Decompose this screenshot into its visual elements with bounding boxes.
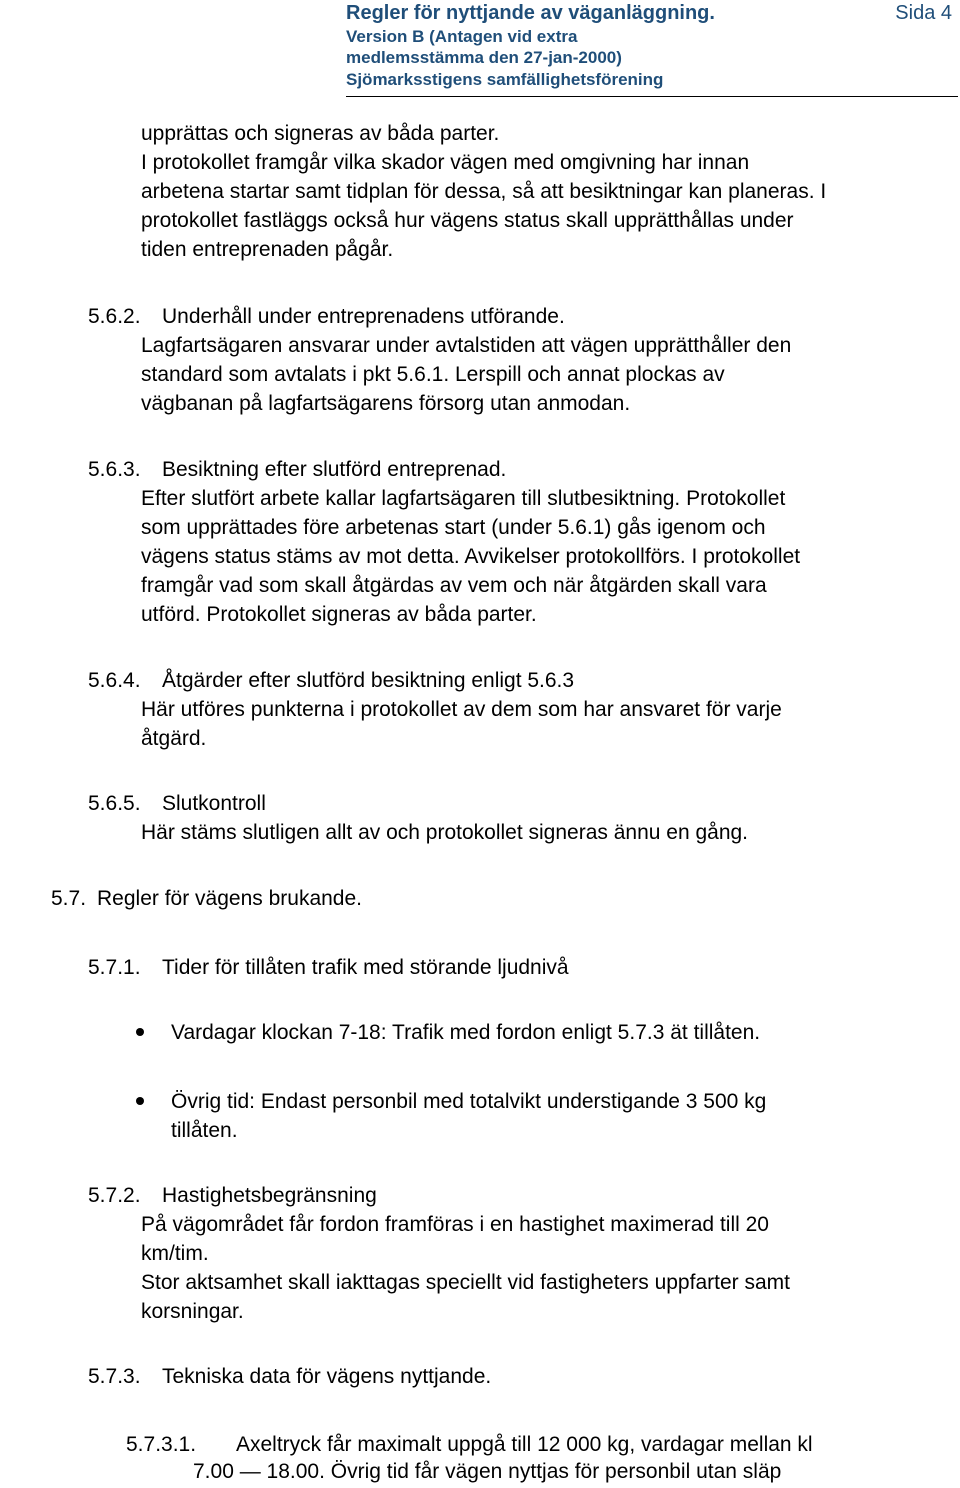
section-line: Här stäms slutligen allt av och protokollet signeras ännu en gång. <box>141 821 749 844</box>
section-title: Slutkontroll <box>162 792 266 815</box>
section-line: Här utföres punkterna i protokollet av dem som har ansvaret för varje <box>141 698 782 721</box>
section-line: som upprättades före arbetenas start (under 5.6.1) gås igenom och <box>141 516 766 539</box>
bullet-text: Övrig tid: Endast personbil med totalvikt understigande 3 500 kg <box>171 1090 767 1113</box>
section-line: standard som avtalats i pkt 5.6.1. Lerspill och annat plockas av <box>141 363 725 386</box>
organization-name: Sjömarksstigens samfällighetsförening <box>346 70 664 89</box>
page-number: Sida 4 <box>895 2 952 24</box>
section-number: 5.7.1. <box>88 956 141 979</box>
section-number: 5.7.3.1. <box>126 1433 197 1456</box>
section-title: Besiktning efter slutförd entreprenad. <box>162 458 507 481</box>
section-line: framgår vad som skall åtgärdas av vem och när åtgärden skall vara <box>141 574 767 597</box>
intro-line: tiden entreprenaden pågår. <box>141 238 394 261</box>
section-line: åtgärd. <box>141 727 207 750</box>
bullet-icon <box>136 1097 144 1105</box>
bullet-text: Vardagar klockan 7-18: Trafik med fordon enligt 5.7.3 ät tillåten. <box>171 1021 761 1044</box>
section-line: km/tim. <box>141 1242 209 1265</box>
section-line: Lagfartsägaren ansvarar under avtalstiden att vägen upprätthåller den <box>141 334 792 357</box>
section-title: Regler för vägens brukande. <box>97 887 362 910</box>
section-number: 5.6.3. <box>88 458 141 481</box>
section-title: Underhåll under entreprenadens utförande. <box>162 305 565 328</box>
section-number: 5.7. <box>51 887 87 910</box>
page-header <box>346 0 958 97</box>
section-line: På vägområdet får fordon framföras i en hastighet maximerad till 20 <box>141 1213 769 1236</box>
section-number: 5.6.2. <box>88 305 141 328</box>
intro-line: I protokollet framgår vilka skador vägen med omgivning har innan <box>141 151 750 174</box>
section-line: 7.00 — 18.00. Övrig tid får vägen nyttjas för personbil utan släp <box>193 1460 782 1483</box>
version-line-2: medlemsstämma den 27-jan-2000) <box>346 48 622 67</box>
section-title: Tider för tillåten trafik med störande ljudnivå <box>162 956 569 979</box>
section-title: Åtgärder efter slutförd besiktning enligt 5.6.3 <box>162 669 575 692</box>
section-number: 5.6.4. <box>88 669 141 692</box>
version-line-1: Version B (Antagen vid extra <box>346 27 578 46</box>
section-line: Stor aktsamhet skall iakttagas speciellt vid fastigheters uppfarter samt <box>141 1271 790 1294</box>
bullet-icon <box>136 1028 144 1036</box>
intro-line: upprättas och signeras av båda parter. <box>141 122 500 145</box>
section-line: vägens status stäms av mot detta. Avvikelser protokollförs. I protokollet <box>141 545 801 568</box>
document-title: Regler för nyttjande av väganläggning. <box>346 2 715 24</box>
bullet-text: tillåten. <box>171 1119 238 1142</box>
intro-line: arbetena startar samt tidplan för dessa, så att besiktningar kan planeras. I <box>141 180 827 203</box>
section-title: Tekniska data för vägens nyttjande. <box>162 1365 492 1388</box>
section-line: Axeltryck får maximalt uppgå till 12 000 kg, vardagar mellan kl <box>236 1433 813 1456</box>
section-line: utförd. Protokollet signeras av båda parter. <box>141 603 537 626</box>
section-line: vägbanan på lagfartsägarens försorg utan anmodan. <box>141 392 631 415</box>
intro-line: protokollet fastläggs också hur vägens status skall upprätthållas under <box>141 209 794 232</box>
section-number: 5.7.3. <box>88 1365 141 1388</box>
section-number: 5.7.2. <box>88 1184 141 1207</box>
section-number: 5.6.5. <box>88 792 141 815</box>
section-line: korsningar. <box>141 1300 244 1323</box>
section-title: Hastighetsbegränsning <box>162 1184 377 1207</box>
section-line: Efter slutfört arbete kallar lagfartsägaren till slutbesiktning. Protokollet <box>141 487 786 510</box>
